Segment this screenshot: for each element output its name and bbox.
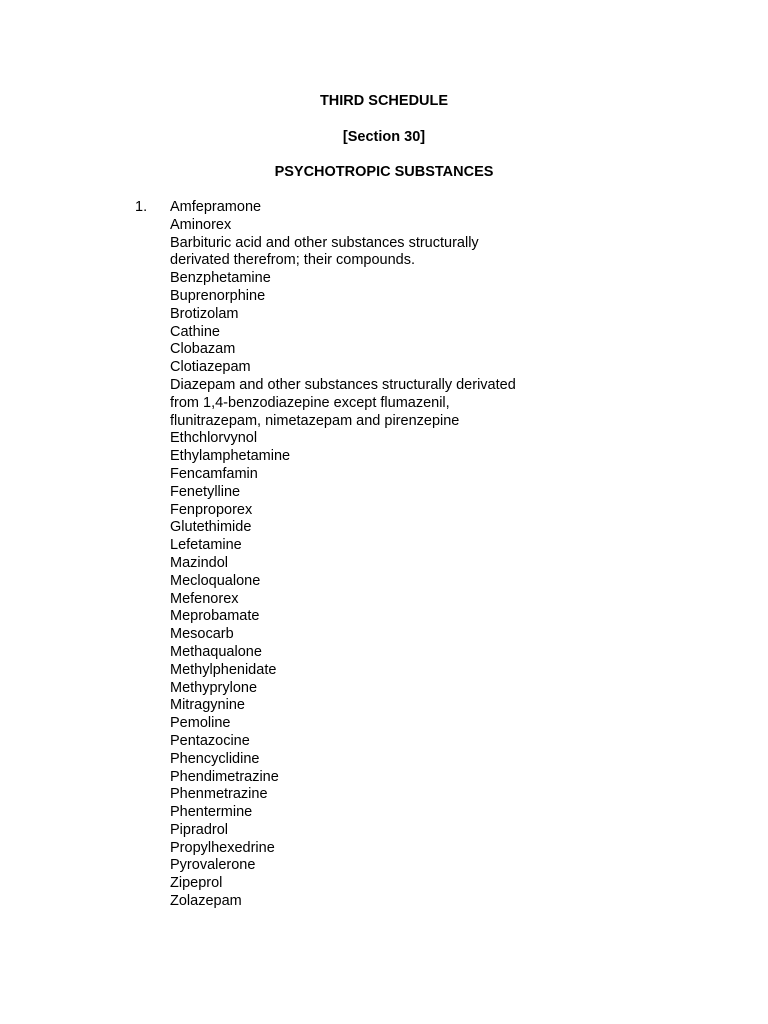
substance-name: Meprobamate xyxy=(170,608,260,625)
substance-name: Barbituric acid and other substances structurally xyxy=(170,234,479,251)
schedule-subtitle: PSYCHOTROPIC SUBSTANCES xyxy=(274,164,494,180)
list-item xyxy=(170,875,570,893)
list-item xyxy=(170,359,570,377)
list-item xyxy=(170,466,570,484)
list-item xyxy=(170,430,570,448)
substance-name: Phencyclidine xyxy=(170,750,260,767)
substance-name: Fenetylline xyxy=(170,483,241,500)
list-item xyxy=(170,786,570,804)
list-item xyxy=(170,662,570,680)
list-item xyxy=(170,697,570,715)
list-item xyxy=(170,324,570,342)
substance-name: Methyprylone xyxy=(170,679,258,696)
substance-name: Clotiazepam xyxy=(170,359,251,376)
list-item xyxy=(170,840,570,858)
list-item xyxy=(170,235,570,271)
substance-name: Mitragynine xyxy=(170,697,245,714)
substance-name: Glutethimide xyxy=(170,519,252,536)
list-item xyxy=(170,484,570,502)
substance-name: Aminorex xyxy=(170,216,232,233)
substance-name: flunitrazepam, nimetazepam and pirenzepine xyxy=(170,412,460,429)
substance-name: Clobazam xyxy=(170,341,236,358)
substance-name: Fencamfamin xyxy=(170,465,258,482)
list-item xyxy=(170,217,570,235)
list-item xyxy=(170,733,570,751)
list-item xyxy=(170,341,570,359)
substance-name: Phendimetrazine xyxy=(170,768,279,785)
substance-name: Lefetamine xyxy=(170,537,242,554)
substance-name: Fenproporex xyxy=(170,501,253,518)
substance-name: Methylphenidate xyxy=(170,661,277,678)
substance-name: Propylhexedrine xyxy=(170,839,275,856)
substance-name: Ethylamphetamine xyxy=(170,448,291,465)
list-item xyxy=(170,822,570,840)
list-item xyxy=(170,288,570,306)
substance-name: Pemoline xyxy=(170,715,231,732)
substance-name: Brotizolam xyxy=(170,305,239,322)
substance-name: Pipradrol xyxy=(170,821,229,838)
list-item xyxy=(170,519,570,537)
substance-name: from 1,4-benzodiazepine except flumazenil, xyxy=(170,394,450,411)
substance-name: Zipeprol xyxy=(170,875,223,892)
substance-name: Methaqualone xyxy=(170,643,262,660)
list-item xyxy=(170,270,570,288)
list-item xyxy=(170,377,570,430)
substance-name: Ethchlorvynol xyxy=(170,430,258,447)
list-item xyxy=(170,591,570,609)
list-item xyxy=(170,626,570,644)
substance-name: Mesocarb xyxy=(170,626,234,643)
substance-name: derivated therefrom; their compounds. xyxy=(170,252,416,269)
substance-name: Phentermine xyxy=(170,804,253,821)
schedule-title: THIRD SCHEDULE xyxy=(319,93,449,109)
list-item xyxy=(170,537,570,555)
list-item xyxy=(170,680,570,698)
substance-name: Mecloqualone xyxy=(170,572,261,589)
list-item xyxy=(170,644,570,662)
substance-name: Mazindol xyxy=(170,554,229,571)
item-number: 1. xyxy=(135,199,148,215)
list-item xyxy=(170,608,570,626)
substance-name: Zolazepam xyxy=(170,893,242,910)
substance-name: Mefenorex xyxy=(170,590,239,607)
list-item xyxy=(170,448,570,466)
list-item xyxy=(170,857,570,875)
list-item xyxy=(170,555,570,573)
list-item xyxy=(170,306,570,324)
substance-name: Amfepramone xyxy=(170,199,262,215)
substance-list xyxy=(170,199,570,911)
list-item xyxy=(170,893,570,911)
substance-name: Pyrovalerone xyxy=(170,857,256,874)
substance-name: Buprenorphine xyxy=(170,287,266,304)
list-item xyxy=(170,502,570,520)
list-item xyxy=(170,715,570,733)
substance-name: Cathine xyxy=(170,323,220,340)
substance-name: Pentazocine xyxy=(170,732,250,749)
section-reference: [Section 30] xyxy=(342,129,426,145)
list-item xyxy=(170,573,570,591)
substance-name: Diazepam and other substances structurally derivated xyxy=(170,376,516,393)
substance-name: Phenmetrazine xyxy=(170,786,268,803)
substance-name: Benzphetamine xyxy=(170,270,271,287)
list-item xyxy=(170,769,570,787)
list-item xyxy=(170,751,570,769)
list-item xyxy=(170,804,570,822)
list-item xyxy=(170,199,570,217)
